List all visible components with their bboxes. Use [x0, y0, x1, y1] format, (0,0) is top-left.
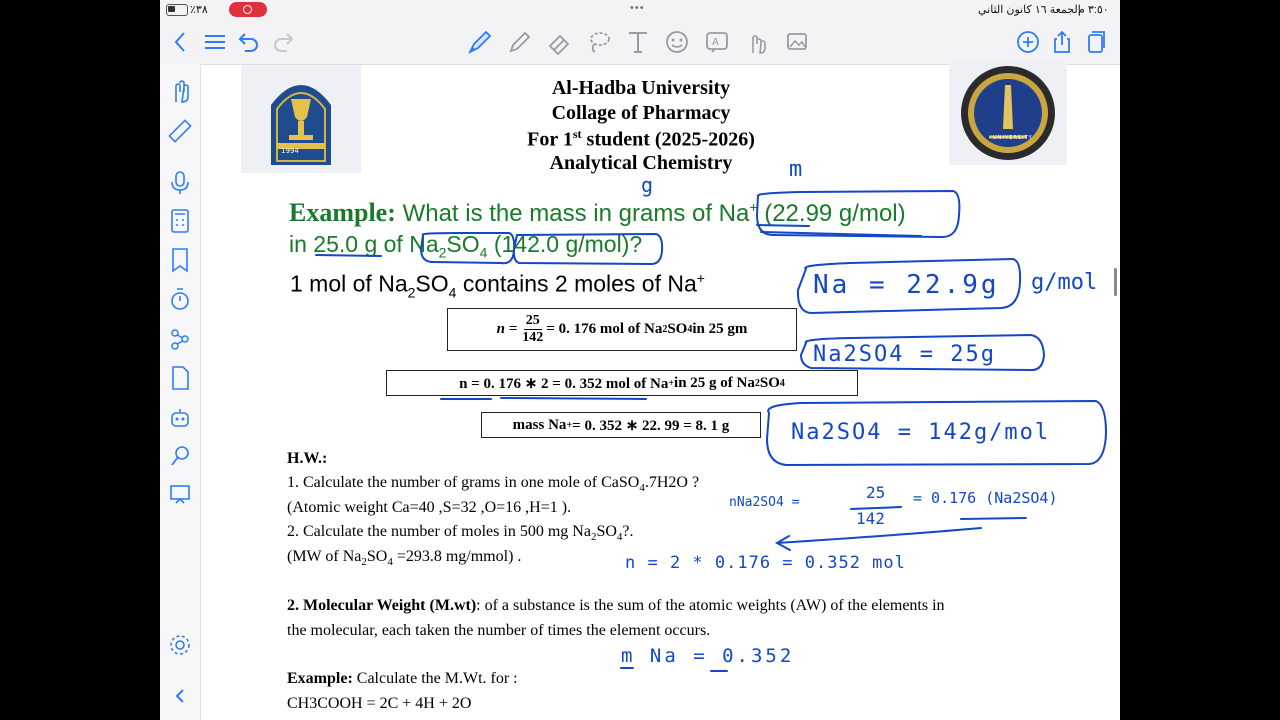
stoichiometry-statement: 1 mol of $Na_2SO_4$ contains 2 moles of Na+ — [290, 270, 705, 301]
timer-icon[interactable] — [165, 284, 195, 314]
homework-q1: 1. Calculate the number of grams in one mole of CaSO$_4$.7H2O ? — [287, 474, 700, 495]
header-line-course: Analytical Chemistry — [549, 152, 733, 174]
example2-formula: CH3COOH = 2C + 4H + 2O — [287, 695, 472, 712]
recording-indicator — [229, 2, 267, 17]
status-date: الجمعة ١٦ كانون الثاني — [978, 4, 1081, 16]
document-icon[interactable] — [165, 363, 195, 393]
homework-q1-atomic-weights: (Atomic weight Ca=40 ,S=32 ,O=16 ,H=1 ). — [287, 499, 572, 516]
molecular-weight-definition-line2: the molecular, each taken the number of times the element occurs. — [287, 622, 711, 639]
battery-icon — [166, 4, 188, 16]
homework-q2: 2. Calculate the number of moles in 500 mg $Na_2SO_4$?. — [287, 523, 634, 544]
equation-moles-na: n = 0. 176 ∗ 2 = 0. 352 mol of Na + in 25 g of Na 2 SO 4 — [386, 370, 858, 396]
lasso-icon[interactable] — [584, 27, 614, 57]
ink-mass-na: m Na = 0.352 — [621, 645, 795, 667]
ink-fraction-numerator: 25 — [866, 483, 886, 502]
robot-icon[interactable] — [165, 403, 195, 433]
battery-percent: ٪٣٨ — [190, 4, 208, 16]
calculator-icon[interactable] — [165, 206, 195, 236]
share-icon[interactable] — [1047, 27, 1077, 57]
homework-title: H.W.: — [287, 450, 328, 467]
ink-m-top: m — [789, 157, 803, 182]
ink-na-unit: g/mol — [1031, 270, 1098, 295]
text-icon[interactable] — [623, 27, 653, 57]
status-time: ٣:٥٠ م — [1078, 4, 1109, 16]
ink-fraction-lhs: nNa2SO4 = — [729, 495, 800, 510]
ink-g-top: g — [641, 173, 654, 197]
right-logo-text: UNIVERSITY — [993, 135, 1033, 141]
document-page[interactable] — [201, 65, 1120, 720]
bookmark-heart-icon[interactable] — [165, 245, 195, 275]
example-question: Example: What is the mass in grams of Na+ (22.99 g/mol) — [289, 198, 906, 227]
ipad-screen — [160, 0, 1120, 720]
sticker-icon[interactable] — [662, 27, 692, 57]
ink-na-atomic-mass: Na = 22.9g — [813, 270, 1000, 300]
scroll-indicator[interactable] — [1114, 268, 1117, 296]
slideshow-icon[interactable] — [165, 479, 195, 509]
status-bar — [160, 0, 1120, 20]
header-line-university: Al-Hadba University — [551, 77, 731, 99]
svg-text:A: A — [712, 37, 719, 48]
example2-question: Example: Calculate the M.Wt. for : — [287, 670, 518, 687]
example-label: Example: — [289, 198, 396, 227]
pen-icon[interactable] — [465, 27, 495, 57]
image-icon[interactable] — [782, 27, 812, 57]
list-icon[interactable] — [200, 27, 230, 57]
add-page-icon[interactable] — [1013, 27, 1043, 57]
hand-icon[interactable] — [165, 76, 195, 106]
ink-na2so4-mass: Na2SO4 = 25g — [813, 342, 996, 367]
toolbar — [160, 20, 1120, 65]
example-question-line2: in 25.0 g of $Na_2SO_4$ (142.0 g/mol)? — [289, 231, 643, 261]
sidebar — [160, 64, 201, 720]
multitask-dots[interactable]: ••• — [630, 2, 645, 14]
pencil-icon[interactable] — [505, 27, 535, 57]
equation-mass-na: mass Na + = 0. 352 ∗ 22. 99 = 8. 1 g — [481, 412, 761, 438]
settings-icon[interactable] — [165, 630, 195, 660]
molecular-weight-definition: 2. Molecular Weight (M.wt): of a substance is the sum of the atomic weights (AW) of the elements in — [287, 597, 945, 614]
left-logo-year: 1994 — [281, 147, 299, 155]
eraser-icon[interactable] — [544, 27, 574, 57]
homework-q2-mw: (MW of $Na_2SO_4 =293.8$ mg/mmol) . — [287, 548, 522, 569]
microphone-icon[interactable] — [165, 168, 195, 198]
ruler-icon[interactable] — [165, 116, 195, 146]
molecule-icon[interactable] — [165, 324, 195, 354]
ink-fraction-denominator: 142 — [856, 509, 885, 528]
header-line-college: Collage of Pharmacy — [551, 102, 731, 124]
gesture-icon[interactable] — [742, 27, 772, 57]
ink-na2so4-mw: Na2SO4 = 142g/mol — [791, 420, 1051, 445]
pages-icon[interactable] — [1080, 27, 1110, 57]
collapse-chevron-icon[interactable] — [165, 681, 195, 711]
translate-icon[interactable] — [702, 27, 732, 57]
ink-fraction-rhs: = 0.176 (Na2SO4) — [913, 489, 1058, 507]
redo-icon[interactable] — [268, 27, 298, 57]
handwriting-strokes — [201, 65, 1120, 720]
ink-moles-na: n = 2 * 0.176 = 0.352 mol — [625, 553, 906, 573]
undo-icon[interactable] — [234, 27, 264, 57]
back-chevron-icon[interactable] — [166, 27, 196, 57]
header-line-student: For 1st student (2025-2026) — [527, 127, 755, 151]
search-icon[interactable] — [165, 441, 195, 471]
equation-moles-na2so4: n = $\frac{25}{142}$ = 0. 176 mol of Na 2 SO 4 in 25 gm — [447, 308, 797, 351]
